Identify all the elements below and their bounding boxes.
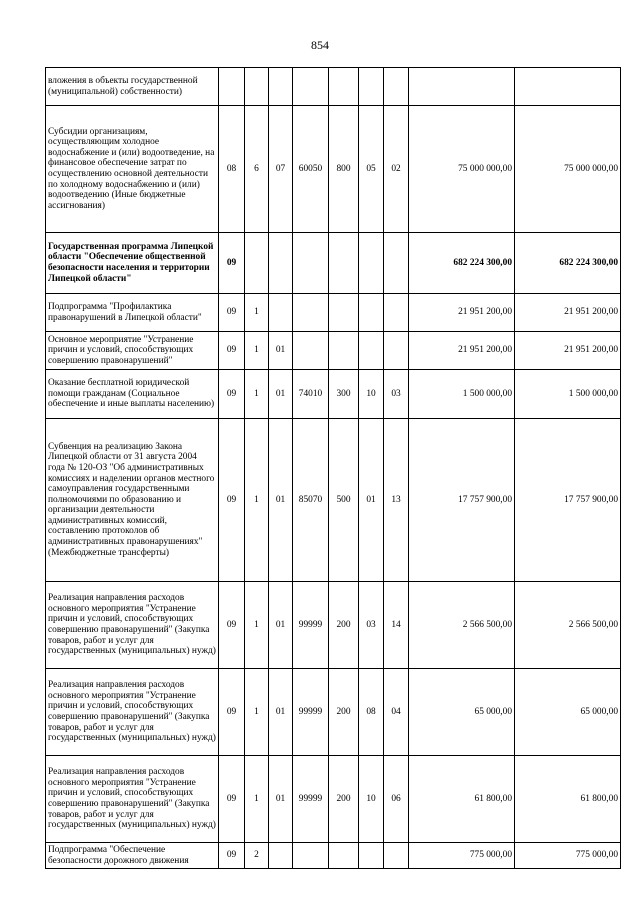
page-number: 854 <box>311 38 329 52</box>
row-code-cell <box>269 843 293 869</box>
table-row <box>46 756 621 843</box>
table-row <box>46 370 621 419</box>
row-amount-cell: 21 951 200,00 <box>409 332 515 370</box>
row-amount-cell: 775 000,00 <box>515 843 621 869</box>
row-code-cell: 200 <box>329 756 359 843</box>
row-code-cell: 1 <box>245 332 269 370</box>
row-name-cell: Субсидии организациям, осуществляющим холодное водоснабжение и (или) водоотведение, на финансовое обеспечение затрат по осуществлению основной деятельности по холодному водоснабжению и (или) водоотведению (Иные бюджетные ассигнования) <box>46 106 219 233</box>
row-code-cell <box>359 843 384 869</box>
row-code-cell: 09 <box>219 582 245 669</box>
row-code-cell: 09 <box>219 370 245 419</box>
table-row <box>46 233 621 294</box>
row-code-cell: 2 <box>245 843 269 869</box>
row-code-cell: 08 <box>219 106 245 233</box>
row-code-cell <box>219 68 245 106</box>
row-code-cell: 09 <box>219 843 245 869</box>
table-row <box>46 332 621 370</box>
row-amount-cell <box>409 68 515 106</box>
row-amount-cell: 1 500 000,00 <box>409 370 515 419</box>
row-code-cell <box>384 233 409 294</box>
row-code-cell: 14 <box>384 582 409 669</box>
row-amount-cell: 75 000 000,00 <box>515 106 621 233</box>
row-code-cell <box>384 294 409 332</box>
row-code-cell <box>245 233 269 294</box>
row-amount-cell: 2 566 500,00 <box>409 582 515 669</box>
row-amount-cell: 61 800,00 <box>409 756 515 843</box>
table-row <box>46 582 621 669</box>
table-row <box>46 419 621 582</box>
row-name-cell: Субвенция на реализацию Закона Липецкой области от 31 августа 2004 года № 120-ОЗ "Об административных комиссиях и наделении органов местного самоуправления государственными полномочиями по образованию и организации деятельности административных комиссий, составлению протоколов об административных правонарушениях" (Межбюджетные трансферты) <box>46 419 219 582</box>
row-code-cell: 01 <box>359 419 384 582</box>
row-code-cell <box>359 332 384 370</box>
table-row <box>46 294 621 332</box>
row-code-cell <box>329 68 359 106</box>
row-code-cell <box>293 843 329 869</box>
row-amount-cell: 2 566 500,00 <box>515 582 621 669</box>
row-code-cell <box>293 68 329 106</box>
row-code-cell: 03 <box>359 582 384 669</box>
row-code-cell: 300 <box>329 370 359 419</box>
row-code-cell: 1 <box>245 669 269 756</box>
row-code-cell: 05 <box>359 106 384 233</box>
row-code-cell: 99999 <box>293 669 329 756</box>
row-code-cell: 1 <box>245 419 269 582</box>
row-code-cell: 6 <box>245 106 269 233</box>
row-code-cell <box>329 233 359 294</box>
row-code-cell <box>245 68 269 106</box>
row-amount-cell: 17 757 900,00 <box>515 419 621 582</box>
row-amount-cell: 17 757 900,00 <box>409 419 515 582</box>
row-code-cell: 02 <box>384 106 409 233</box>
row-amount-cell: 21 951 200,00 <box>515 294 621 332</box>
row-code-cell: 99999 <box>293 756 329 843</box>
row-code-cell: 200 <box>329 582 359 669</box>
row-amount-cell <box>515 68 621 106</box>
row-code-cell: 1 <box>245 370 269 419</box>
row-code-cell: 07 <box>269 106 293 233</box>
row-code-cell: 1 <box>245 294 269 332</box>
budget-table <box>45 67 621 869</box>
table-row <box>46 106 621 233</box>
row-amount-cell: 775 000,00 <box>409 843 515 869</box>
row-code-cell: 09 <box>219 332 245 370</box>
row-name-cell: Подпрограмма "Обеспечение безопасности дорожного движения <box>46 843 219 869</box>
row-code-cell: 03 <box>384 370 409 419</box>
row-code-cell: 74010 <box>293 370 329 419</box>
row-code-cell: 01 <box>269 332 293 370</box>
row-code-cell <box>293 332 329 370</box>
row-name-cell: Подпрограмма "Профилактика правонарушений в Липецкой области" <box>46 294 219 332</box>
row-code-cell: 800 <box>329 106 359 233</box>
row-code-cell <box>269 233 293 294</box>
row-amount-cell: 682 224 300,00 <box>515 233 621 294</box>
row-code-cell: 200 <box>329 669 359 756</box>
row-code-cell <box>359 68 384 106</box>
row-name-cell: Реализация направления расходов основного мероприятия "Устранение причин и условий, способствующих совершению правонарушений" (Закупка товаров, работ и услуг для государственных (муниципальных) нужд) <box>46 582 219 669</box>
row-code-cell: 1 <box>245 582 269 669</box>
row-amount-cell: 65 000,00 <box>409 669 515 756</box>
row-code-cell: 10 <box>359 370 384 419</box>
row-code-cell: 01 <box>269 669 293 756</box>
row-amount-cell: 21 951 200,00 <box>515 332 621 370</box>
row-code-cell: 85070 <box>293 419 329 582</box>
row-amount-cell: 682 224 300,00 <box>409 233 515 294</box>
row-code-cell <box>329 843 359 869</box>
row-amount-cell: 75 000 000,00 <box>409 106 515 233</box>
row-name-cell: Реализация направления расходов основного мероприятия "Устранение причин и условий, способствующих совершению правонарушений" (Закупка товаров, работ и услуг для государственных (муниципальных) нужд) <box>46 669 219 756</box>
row-name-cell: Основное мероприятие "Устранение причин и условий, способствующих совершению правонарушений" <box>46 332 219 370</box>
row-code-cell: 08 <box>359 669 384 756</box>
row-code-cell: 09 <box>219 419 245 582</box>
row-amount-cell: 65 000,00 <box>515 669 621 756</box>
row-code-cell: 60050 <box>293 106 329 233</box>
row-code-cell <box>293 294 329 332</box>
row-code-cell: 500 <box>329 419 359 582</box>
row-code-cell <box>359 294 384 332</box>
row-code-cell: 09 <box>219 669 245 756</box>
row-amount-cell: 61 800,00 <box>515 756 621 843</box>
row-code-cell <box>384 332 409 370</box>
row-name-cell: Реализация направления расходов основного мероприятия "Устранение причин и условий, способствующих совершению правонарушений" (Закупка товаров, работ и услуг для государственных (муниципальных) нужд) <box>46 756 219 843</box>
row-code-cell: 13 <box>384 419 409 582</box>
row-code-cell: 1 <box>245 756 269 843</box>
row-code-cell: 09 <box>219 756 245 843</box>
table-row <box>46 669 621 756</box>
row-name-cell: вложения в объекты государственной (муниципальной) собственности) <box>46 68 219 106</box>
row-code-cell <box>269 294 293 332</box>
row-code-cell: 04 <box>384 669 409 756</box>
row-code-cell: 10 <box>359 756 384 843</box>
row-code-cell <box>293 233 329 294</box>
row-code-cell: 09 <box>219 233 245 294</box>
row-code-cell: 01 <box>269 419 293 582</box>
row-code-cell <box>384 68 409 106</box>
row-code-cell: 01 <box>269 756 293 843</box>
row-code-cell: 09 <box>219 294 245 332</box>
row-code-cell: 01 <box>269 582 293 669</box>
row-code-cell <box>384 843 409 869</box>
row-code-cell <box>329 332 359 370</box>
row-amount-cell: 21 951 200,00 <box>409 294 515 332</box>
row-code-cell: 01 <box>269 370 293 419</box>
table-row <box>46 68 621 106</box>
row-amount-cell: 1 500 000,00 <box>515 370 621 419</box>
row-code-cell: 99999 <box>293 582 329 669</box>
row-code-cell <box>359 233 384 294</box>
row-name-cell: Оказание бесплатной юридической помощи гражданам (Социальное обеспечение и иные выплаты населению) <box>46 370 219 419</box>
row-code-cell <box>269 68 293 106</box>
table-row <box>46 843 621 869</box>
row-code-cell <box>329 294 359 332</box>
row-name-cell: Государственная программа Липецкой области "Обеспечение общественной безопасности населения и территории Липецкой области" <box>46 233 219 294</box>
row-code-cell: 06 <box>384 756 409 843</box>
